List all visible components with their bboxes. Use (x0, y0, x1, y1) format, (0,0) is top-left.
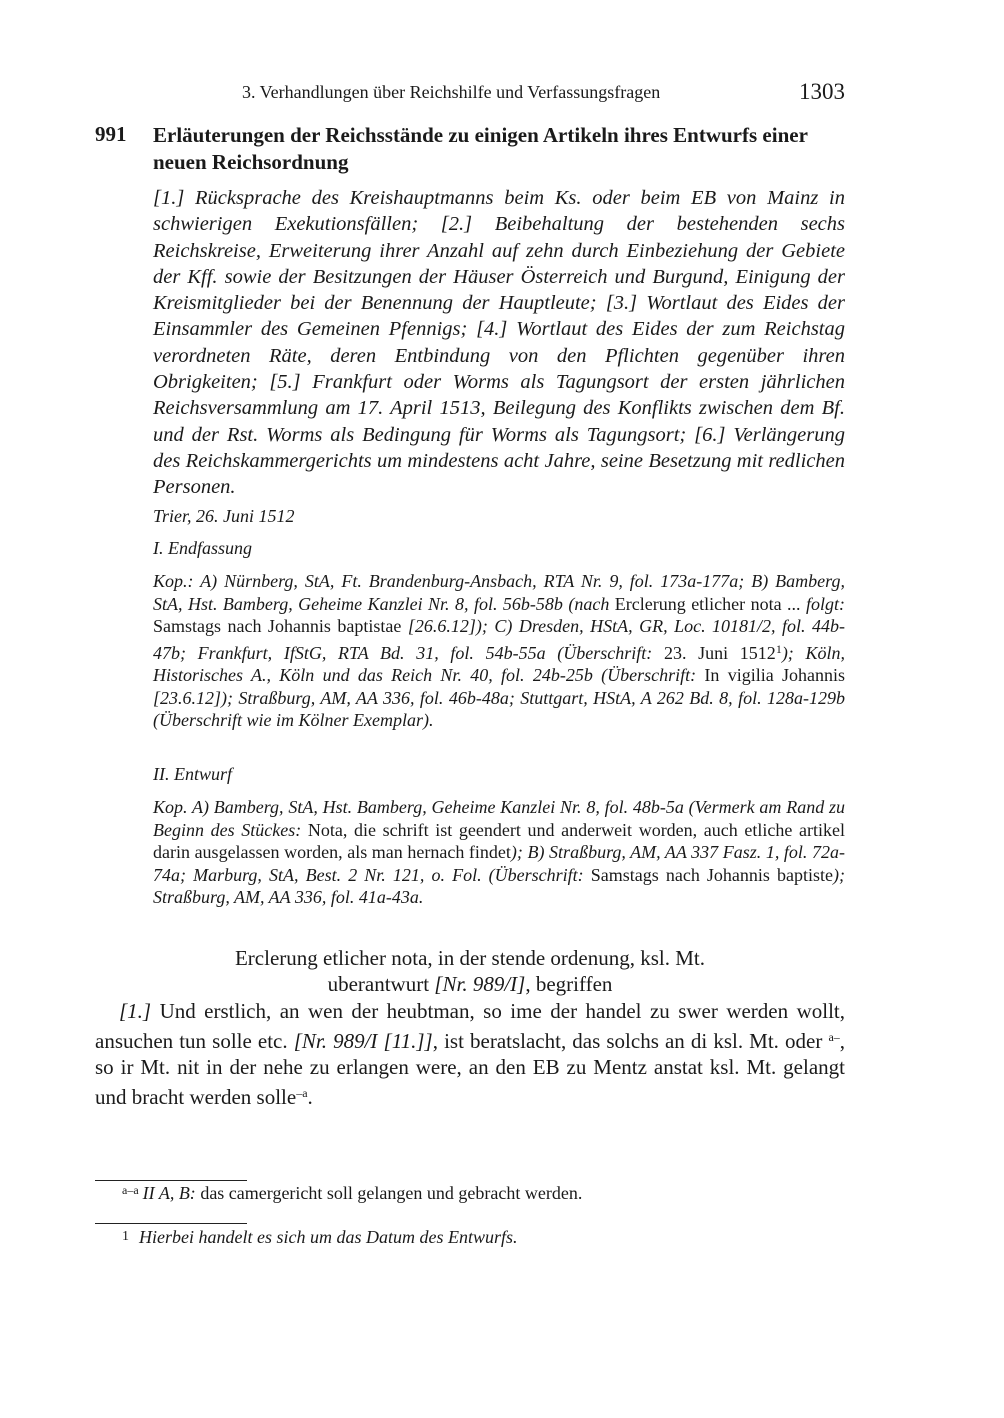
source-quote: Erclerung etlicher nota ... (614, 593, 801, 614)
variant-marker-open[interactable]: a– (828, 1030, 840, 1044)
footnote-mark: a–a (122, 1183, 139, 1197)
source-text: folgt: (806, 593, 845, 614)
tradition-label-draft: II. Entwurf (153, 764, 232, 784)
variant-marker-close[interactable]: –a (296, 1086, 308, 1100)
date-place: Trier, 26. Juni 1512 (153, 506, 295, 526)
source-text: [23.6.12]); Straßburg, AM, AA 336, fol. 46b-48a; Stuttgart, HStA, A 262 Bd. 8, fol. 128a-129b (Überschrift wie im Kölner Exemplar). (153, 687, 845, 730)
footnote-text: Hierbei handelt es sich um das Datum des Entwurfs. (139, 1227, 518, 1247)
paragraph-reference: [Nr. 989/I [11.]] (293, 1029, 433, 1053)
main-text-paragraph (95, 998, 845, 1110)
footnote-numbered (122, 1227, 845, 1248)
regest: [1.] Rücksprache des Kreishauptmanns beim Ks. oder beim EB von Mainz in schwierigen Exekutionsfällen; [2.] Beibehaltung der bestehenden sechs Reichskreise, Erweiterung ihrer Anzahl auf zehn durch Einbeziehung der Gebiete der Kff. sowie der Besitzungen der Häuser Österreich und Burgund, Einigung der Kreismitglieder bei der Benennung der Hauptleute; [3.] Wortlaut des Eides der Einsammler des Gemeinen Pfennigs; [4.] Wortlaut des Eides der zum Reichstag verordneten Räte, deren Entbindung von den Pflichten gegenüber ihren Obrigkeiten; [5.] Frankfurt oder Worms als Tagungsort der ersten jährlichen Reichsversammlung am 17. April 1513, Beilegung des Konflikts zwischen dem Bf. und der Rst. Worms als Bedingung für Worms als Tagungsort; [6.] Verlängerung des Reichskammergerichts um mindestens acht Jahre, seine Besetzung mit redlichen Personen. (153, 187, 845, 499)
document-title: Erläuterungen der Reichsstände zu einigen Artikeln ihres Entwurfs einer neuen Reichsordnung (153, 123, 808, 174)
tradition-sources-final (153, 570, 845, 732)
source-text: ); B) Straßburg, AM, AA 337 Fasz. 1, fol. 72a-74a; Marburg, StA, Best. 2 Nr. 121, o. Fol. (Überschrift: (153, 842, 846, 885)
footnote-variant (122, 1183, 845, 1204)
text-heading-line-2 (95, 971, 845, 997)
source-text: ); Köln, Historisches A., Köln und das Reich Nr. 40, fol. 24b-25b (Überschrift: (153, 642, 845, 685)
heading-reference: [Nr. 989/I] (434, 972, 526, 996)
source-quote: Nota, die schrift ist geendert und anderweit worden, auch etliche artikel darin ausgelassen worden, als man hernach findet (153, 819, 845, 862)
running-head-title: 3. Verhandlungen über Reichshilfe und Verfassungsfragen (242, 82, 661, 102)
tradition-sources-draft (153, 796, 845, 909)
source-text: Kop. A) Bamberg, StA, Hst. Bamberg, Geheime Kanzlei Nr. 8, fol. 48b-5a (Vermerk am Rand zu Beginn des Stückes: (153, 797, 845, 840)
footnote-divider (95, 1180, 247, 1181)
text-heading-line-1: Erclerung etlicher nota, in der stende ordenung, ksl. Mt. (234, 946, 706, 970)
paragraph-text: . (307, 1085, 313, 1109)
source-text: Kop.: A) Nürnberg, StA, Ft. Brandenburg-Ansbach, RTA Nr. 9, fol. 173a-177a; B) Bamberg, StA, Hst. Bamberg, Geheime Kanzlei Nr. 8, fol. 56b-58b (nach (153, 571, 845, 614)
source-text: [26.6.12]); C) Dresden, HStA, GR, Loc. 10181/2, fol. 44b-47b; Frankfurt, IfStG, RTA Bd. 31, fol. 54b-55a (Überschrift: (153, 616, 845, 663)
page-number: 1303 (799, 79, 845, 104)
document-header (95, 122, 845, 176)
paragraph-text: , ist beratslacht, das solchs an di ksl. Mt. oder (432, 1029, 823, 1053)
source-quote: Samstags nach Johannis baptiste (590, 864, 833, 885)
footnote-mark: 1 (122, 1229, 129, 1244)
source-quote: Samstags nach Johannis baptistae (153, 616, 402, 636)
running-head (95, 79, 845, 108)
footnote-divider (95, 1223, 247, 1224)
tradition-label-final: I. Endfassung (153, 538, 252, 558)
footnote-text: das camergericht soll gelangen und gebracht werden. (200, 1183, 583, 1203)
footnote-reference: II A, B: (142, 1183, 196, 1203)
document-number: 991 (95, 122, 127, 146)
paragraph-number: [1.] (119, 999, 152, 1023)
source-quote: 23. Juni 1512 (663, 642, 776, 663)
source-text: ); Straßburg, AM, AA 336, fol. 41a-43a. (153, 864, 845, 907)
paragraph-text: , so ir Mt. nit in der nehe zu erlangen were, an den EB zu Mentz anstat ksl. Mt. gelangt und bracht werden solle (95, 1029, 846, 1109)
paragraph-text: Und erstlich, an wen der heubtman, so ime der handel zu swer werden wollt, ansuchen tun solle etc. (95, 999, 845, 1053)
source-quote: In vigilia Johannis (704, 665, 845, 685)
heading-text: uberantwurt (327, 972, 430, 996)
heading-text: , begriffen (525, 972, 613, 996)
footnote-reference[interactable]: 1 (775, 641, 782, 656)
text-heading (95, 945, 845, 997)
